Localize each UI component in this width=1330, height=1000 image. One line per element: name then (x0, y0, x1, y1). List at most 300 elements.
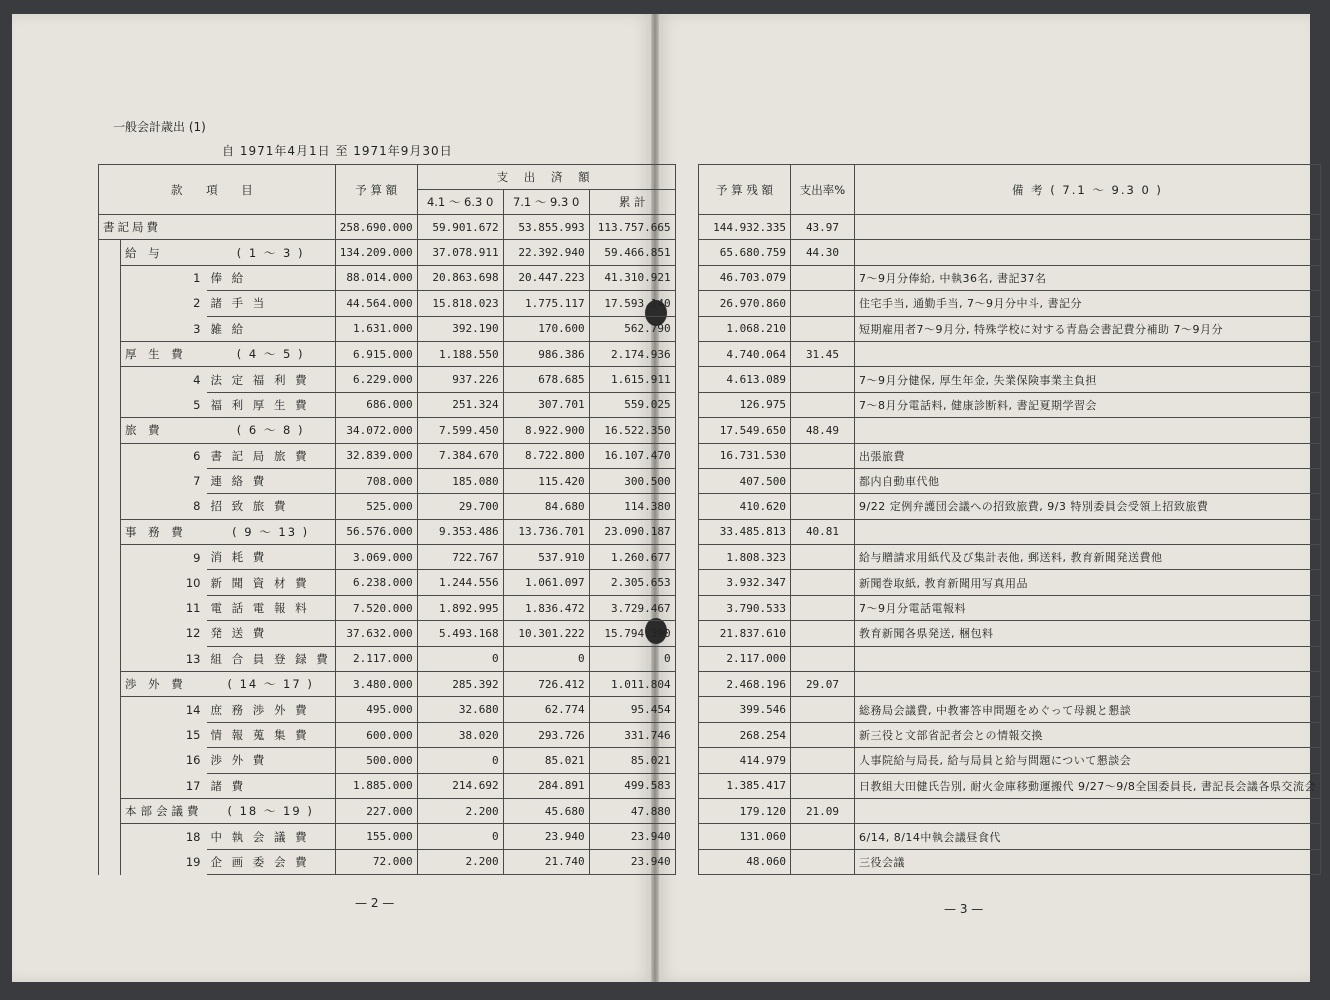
table-row (99, 265, 676, 290)
remaining-cell: 17.549.650 (699, 418, 791, 443)
table-row (99, 748, 676, 773)
q1-cell: 29.700 (417, 494, 503, 519)
table-row (99, 468, 676, 493)
q2-cell: 85.021 (503, 748, 589, 773)
total-cell: 1.011.804 (589, 672, 675, 697)
rate-cell (791, 621, 855, 646)
total-cell: 23.090.187 (589, 519, 675, 544)
q2-cell: 0 (503, 646, 589, 671)
note-cell (855, 519, 1321, 544)
remaining-cell: 144.932.335 (699, 215, 791, 240)
table-row (699, 215, 1321, 240)
table-row (99, 545, 676, 570)
note-cell: 7〜8月分電話料, 健康診断料, 書記夏期学習会 (855, 392, 1321, 417)
q1-cell: 20.863.698 (417, 265, 503, 290)
row-name: 給 与 (121, 240, 207, 265)
row-indent (99, 748, 121, 773)
note-cell (855, 798, 1321, 823)
table-row (99, 341, 676, 366)
total-cell: 85.021 (589, 748, 675, 773)
remaining-cell: 1.068.210 (699, 316, 791, 341)
remaining-cell: 48.060 (699, 849, 791, 874)
q1-cell: 722.767 (417, 545, 503, 570)
row-name: 庶 務 渉 外 費 (207, 697, 336, 722)
page-number-left: — 2 — (355, 896, 395, 910)
rate-cell (791, 392, 855, 417)
report-period: 自 1971年4月1日 至 1971年9月30日 (222, 144, 453, 158)
table-row (699, 824, 1321, 849)
remaining-cell: 3.932.347 (699, 570, 791, 595)
remaining-cell: 65.680.759 (699, 240, 791, 265)
total-cell: 16.107.470 (589, 443, 675, 468)
note-cell (855, 418, 1321, 443)
row-name: 本部会議費 (121, 798, 207, 823)
header-q2: 7.1 〜 9.3 0 (503, 190, 589, 215)
row-range: ( 1 〜 3 ) (207, 240, 336, 265)
row-indent (99, 570, 121, 595)
rate-cell (791, 722, 855, 747)
remaining-cell: 1.385.417 (699, 773, 791, 798)
note-cell: 7〜9月分電話電報料 (855, 595, 1321, 620)
q2-cell: 1.775.117 (503, 291, 589, 316)
q1-cell: 392.190 (417, 316, 503, 341)
row-number: 1 (121, 265, 207, 290)
row-number: 14 (121, 697, 207, 722)
total-cell: 562.790 (589, 316, 675, 341)
table-row (99, 494, 676, 519)
row-name: 厚 生 費 (121, 341, 207, 366)
q1-cell: 251.324 (417, 392, 503, 417)
row-range: ( 18 〜 19 ) (207, 798, 336, 823)
row-indent (99, 824, 121, 849)
rate-cell: 21.09 (791, 798, 855, 823)
q2-cell: 307.701 (503, 392, 589, 417)
row-number: 10 (121, 570, 207, 595)
total-cell: 47.880 (589, 798, 675, 823)
q2-cell: 8.922.900 (503, 418, 589, 443)
note-cell: 9/22 定例弁護団会議への招致旅費, 9/3 特別委員会受領上招致旅費 (855, 494, 1321, 519)
q1-cell: 2.200 (417, 798, 503, 823)
table-row (699, 798, 1321, 823)
q1-cell: 1.244.556 (417, 570, 503, 595)
table-row (699, 748, 1321, 773)
rate-cell (791, 443, 855, 468)
row-indent (99, 621, 121, 646)
q2-cell: 115.420 (503, 468, 589, 493)
row-name: 渉 外 費 (121, 672, 207, 697)
table-row (99, 291, 676, 316)
row-range: ( 4 〜 5 ) (207, 341, 336, 366)
table-row (699, 545, 1321, 570)
rate-cell: 29.07 (791, 672, 855, 697)
budget-cell: 227.000 (335, 798, 417, 823)
table-row (699, 367, 1321, 392)
budget-cell: 88.014.000 (335, 265, 417, 290)
table-row (699, 621, 1321, 646)
row-name: 俸 給 (207, 265, 336, 290)
q2-cell: 1.836.472 (503, 595, 589, 620)
budget-cell: 7.520.000 (335, 595, 417, 620)
expenditure-table (98, 164, 676, 875)
header-spent: 支 出 済 額 (417, 165, 675, 190)
table-row (699, 316, 1321, 341)
row-name: 事 務 費 (121, 519, 207, 544)
header-notes: 備 考 ( 7.1 〜 9.3 0 ) (855, 165, 1321, 215)
row-number: 15 (121, 722, 207, 747)
note-cell (855, 646, 1321, 671)
row-name: 中 執 会 議 費 (207, 824, 336, 849)
note-cell: 6/14, 8/14中執会議昼食代 (855, 824, 1321, 849)
table-row (699, 265, 1321, 290)
rate-cell (791, 595, 855, 620)
budget-cell: 708.000 (335, 468, 417, 493)
note-cell: 人事院給与局長, 給与局員と給与問題について懇談会 (855, 748, 1321, 773)
table-row (99, 672, 676, 697)
q1-cell: 0 (417, 748, 503, 773)
row-number: 16 (121, 748, 207, 773)
row-name: 新 聞 資 材 費 (207, 570, 336, 595)
budget-cell: 32.839.000 (335, 443, 417, 468)
row-number: 4 (121, 367, 207, 392)
rate-cell (791, 468, 855, 493)
remaining-cell: 131.060 (699, 824, 791, 849)
q2-cell: 22.392.940 (503, 240, 589, 265)
note-cell: 短期雇用者7〜9月分, 特殊学校に対する青島会書記費分補助 7〜9月分 (855, 316, 1321, 341)
remaining-cell: 2.117.000 (699, 646, 791, 671)
q1-cell: 0 (417, 646, 503, 671)
row-name: 組 合 員 登 録 費 (207, 646, 336, 671)
row-indent (99, 291, 121, 316)
row-indent (99, 341, 121, 366)
q1-cell: 1.188.550 (417, 341, 503, 366)
rate-cell (791, 265, 855, 290)
rate-cell: 44.30 (791, 240, 855, 265)
budget-cell: 6.915.000 (335, 341, 417, 366)
q2-cell: 21.740 (503, 849, 589, 874)
row-name: 情 報 蒐 集 費 (207, 722, 336, 747)
total-cell: 23.940 (589, 824, 675, 849)
row-indent (99, 240, 121, 265)
total-cell: 2.305.653 (589, 570, 675, 595)
page-title: 一般会計歳出 (1) (113, 120, 206, 134)
row-name: 企 画 委 会 費 (207, 849, 336, 874)
note-cell: 三役会議 (855, 849, 1321, 874)
row-number: 8 (121, 494, 207, 519)
note-cell (855, 672, 1321, 697)
row-name: 法 定 福 利 費 (207, 367, 336, 392)
table-row (699, 418, 1321, 443)
budget-cell: 6.238.000 (335, 570, 417, 595)
q1-cell: 185.080 (417, 468, 503, 493)
budget-cell: 6.229.000 (335, 367, 417, 392)
total-cell: 3.729.467 (589, 595, 675, 620)
q1-cell: 59.901.672 (417, 215, 503, 240)
total-cell: 1.260.677 (589, 545, 675, 570)
rate-cell (791, 748, 855, 773)
row-indent (99, 392, 121, 417)
total-cell: 114.380 (589, 494, 675, 519)
rate-cell: 31.45 (791, 341, 855, 366)
total-cell: 17.593.140 (589, 291, 675, 316)
table-row (99, 849, 676, 874)
row-number: 5 (121, 392, 207, 417)
row-indent (99, 722, 121, 747)
budget-cell: 3.480.000 (335, 672, 417, 697)
q2-cell: 986.386 (503, 341, 589, 366)
row-name: 連 絡 費 (207, 468, 336, 493)
table-row (99, 621, 676, 646)
rate-cell (791, 570, 855, 595)
table-row (99, 215, 676, 240)
remaining-cell: 4.613.089 (699, 367, 791, 392)
total-cell: 499.583 (589, 773, 675, 798)
note-cell: 日教組大田健氏告別, 耐火金庫移動運搬代 9/27〜9/8全国委員長, 書記長会議各県交流会 (855, 773, 1321, 798)
rate-cell: 40.81 (791, 519, 855, 544)
budget-cell: 56.576.000 (335, 519, 417, 544)
note-cell: 新三役と文部省記者会との情報交換 (855, 722, 1321, 747)
rate-cell (791, 316, 855, 341)
row-name: 書 記 局 旅 費 (207, 443, 336, 468)
row-indent (99, 494, 121, 519)
table-row (699, 519, 1321, 544)
table-row (99, 773, 676, 798)
budget-cell: 258.690.000 (335, 215, 417, 240)
total-cell: 113.757.665 (589, 215, 675, 240)
table-row (699, 570, 1321, 595)
header-item: 款 項 目 (99, 165, 336, 215)
note-cell: 都内自動車代他 (855, 468, 1321, 493)
q1-cell: 285.392 (417, 672, 503, 697)
row-number: 2 (121, 291, 207, 316)
table-row (99, 316, 676, 341)
budget-cell: 525.000 (335, 494, 417, 519)
total-cell: 16.522.350 (589, 418, 675, 443)
total-cell: 0 (589, 646, 675, 671)
table-row (699, 494, 1321, 519)
row-indent (99, 545, 121, 570)
q1-cell: 937.226 (417, 367, 503, 392)
row-indent (99, 367, 121, 392)
budget-cell: 2.117.000 (335, 646, 417, 671)
table-row (99, 798, 676, 823)
remaining-cell: 46.703.079 (699, 265, 791, 290)
table-row (99, 646, 676, 671)
row-indent (99, 672, 121, 697)
table-row (699, 646, 1321, 671)
budget-cell: 34.072.000 (335, 418, 417, 443)
table-row (699, 722, 1321, 747)
note-cell: 新聞巻取紙, 教育新聞用写真用品 (855, 570, 1321, 595)
budget-cell: 134.209.000 (335, 240, 417, 265)
row-indent (99, 316, 121, 341)
remaining-cell: 16.731.530 (699, 443, 791, 468)
total-cell: 41.310.921 (589, 265, 675, 290)
remaining-cell: 1.808.323 (699, 545, 791, 570)
rate-cell (791, 367, 855, 392)
row-number: 18 (121, 824, 207, 849)
q1-cell: 214.692 (417, 773, 503, 798)
budget-cell: 3.069.000 (335, 545, 417, 570)
table-row (99, 392, 676, 417)
note-cell (855, 240, 1321, 265)
budget-cell: 155.000 (335, 824, 417, 849)
row-range: ( 9 〜 13 ) (207, 519, 336, 544)
remaining-cell: 33.485.813 (699, 519, 791, 544)
q2-cell: 284.891 (503, 773, 589, 798)
budget-cell: 1.885.000 (335, 773, 417, 798)
row-range: ( 6 〜 8 ) (207, 418, 336, 443)
table-row (699, 697, 1321, 722)
q2-cell: 537.910 (503, 545, 589, 570)
budget-cell: 495.000 (335, 697, 417, 722)
note-cell: 住宅手当, 通勤手当, 7〜9月分中斗, 書記分 (855, 291, 1321, 316)
row-indent (99, 519, 121, 544)
row-range: ( 14 〜 17 ) (207, 672, 336, 697)
total-cell: 59.466.851 (589, 240, 675, 265)
header-total: 累 計 (589, 190, 675, 215)
budget-cell: 37.632.000 (335, 621, 417, 646)
table-row (699, 468, 1321, 493)
q1-cell: 5.493.168 (417, 621, 503, 646)
rate-cell (791, 773, 855, 798)
row-indent (99, 773, 121, 798)
remaining-cell: 2.468.196 (699, 672, 791, 697)
table-row (99, 519, 676, 544)
remaining-cell: 26.970.860 (699, 291, 791, 316)
q2-cell: 678.685 (503, 367, 589, 392)
table-row (699, 849, 1321, 874)
rate-cell (791, 824, 855, 849)
remaining-cell: 4.740.064 (699, 341, 791, 366)
q1-cell: 9.353.486 (417, 519, 503, 544)
q1-cell: 0 (417, 824, 503, 849)
remaining-cell: 126.975 (699, 392, 791, 417)
q2-cell: 10.301.222 (503, 621, 589, 646)
q2-cell: 293.726 (503, 722, 589, 747)
q1-cell: 7.599.450 (417, 418, 503, 443)
row-number: 6 (121, 443, 207, 468)
rate-cell (791, 697, 855, 722)
row-name: 諸 費 (207, 773, 336, 798)
budget-cell: 500.000 (335, 748, 417, 773)
q1-cell: 7.384.670 (417, 443, 503, 468)
budget-cell: 1.631.000 (335, 316, 417, 341)
q1-cell: 32.680 (417, 697, 503, 722)
table-row (699, 595, 1321, 620)
row-name: 雑 給 (207, 316, 336, 341)
q2-cell: 170.600 (503, 316, 589, 341)
rate-cell: 48.49 (791, 418, 855, 443)
q2-cell: 13.736.701 (503, 519, 589, 544)
row-name: 招 致 旅 費 (207, 494, 336, 519)
total-cell: 331.746 (589, 722, 675, 747)
row-name: 消 耗 費 (207, 545, 336, 570)
row-indent (99, 468, 121, 493)
rate-cell (791, 849, 855, 874)
table-row (699, 392, 1321, 417)
row-indent (99, 697, 121, 722)
table-row (99, 443, 676, 468)
row-name: 渉 外 費 (207, 748, 336, 773)
row-indent (99, 443, 121, 468)
rate-cell: 43.97 (791, 215, 855, 240)
q1-cell: 37.078.911 (417, 240, 503, 265)
row-name: 福 利 厚 生 費 (207, 392, 336, 417)
remaining-table (698, 164, 1321, 875)
table-row (699, 443, 1321, 468)
table-row (699, 341, 1321, 366)
q2-cell: 23.940 (503, 824, 589, 849)
remaining-cell: 410.620 (699, 494, 791, 519)
row-indent (99, 798, 121, 823)
table-row (699, 773, 1321, 798)
table-row (99, 697, 676, 722)
budget-cell: 72.000 (335, 849, 417, 874)
row-number: 12 (121, 621, 207, 646)
row-indent (99, 265, 121, 290)
row-name: 書記局費 (99, 215, 336, 240)
q2-cell: 726.412 (503, 672, 589, 697)
q2-cell: 53.855.993 (503, 215, 589, 240)
row-name: 発 送 費 (207, 621, 336, 646)
row-indent (99, 849, 121, 874)
header-rate: 支出率% (791, 165, 855, 215)
q2-cell: 45.680 (503, 798, 589, 823)
note-cell (855, 215, 1321, 240)
total-cell: 559.025 (589, 392, 675, 417)
table-row (99, 367, 676, 392)
remaining-cell: 21.837.610 (699, 621, 791, 646)
budget-cell: 44.564.000 (335, 291, 417, 316)
remaining-cell: 414.979 (699, 748, 791, 773)
table-row (99, 722, 676, 747)
table-row (699, 291, 1321, 316)
note-cell: 総務局会議費, 中教審答申問題をめぐって母親と懇談 (855, 697, 1321, 722)
row-number: 17 (121, 773, 207, 798)
q2-cell: 1.061.097 (503, 570, 589, 595)
row-number: 19 (121, 849, 207, 874)
row-number: 7 (121, 468, 207, 493)
row-indent (99, 418, 121, 443)
total-cell: 2.174.936 (589, 341, 675, 366)
rate-cell (791, 494, 855, 519)
table-row (699, 672, 1321, 697)
total-cell: 15.794.390 (589, 621, 675, 646)
table-row (699, 240, 1321, 265)
table-row (99, 570, 676, 595)
row-indent (99, 595, 121, 620)
note-cell: 給与贈請求用紙代及び集計表他, 郵送料, 教育新聞発送費他 (855, 545, 1321, 570)
row-indent (99, 646, 121, 671)
remaining-cell: 407.500 (699, 468, 791, 493)
page-number-right: — 3 — (944, 902, 984, 916)
table-row (99, 240, 676, 265)
header-q1: 4.1 〜 6.3 0 (417, 190, 503, 215)
q2-cell: 8.722.800 (503, 443, 589, 468)
row-name: 旅 費 (121, 418, 207, 443)
q1-cell: 1.892.995 (417, 595, 503, 620)
rate-cell (791, 646, 855, 671)
total-cell: 23.940 (589, 849, 675, 874)
total-cell: 300.500 (589, 468, 675, 493)
remaining-cell: 179.120 (699, 798, 791, 823)
q2-cell: 62.774 (503, 697, 589, 722)
row-number: 11 (121, 595, 207, 620)
note-cell: 教育新聞各県発送, 梱包料 (855, 621, 1321, 646)
total-cell: 95.454 (589, 697, 675, 722)
note-cell (855, 341, 1321, 366)
q2-cell: 20.447.223 (503, 265, 589, 290)
